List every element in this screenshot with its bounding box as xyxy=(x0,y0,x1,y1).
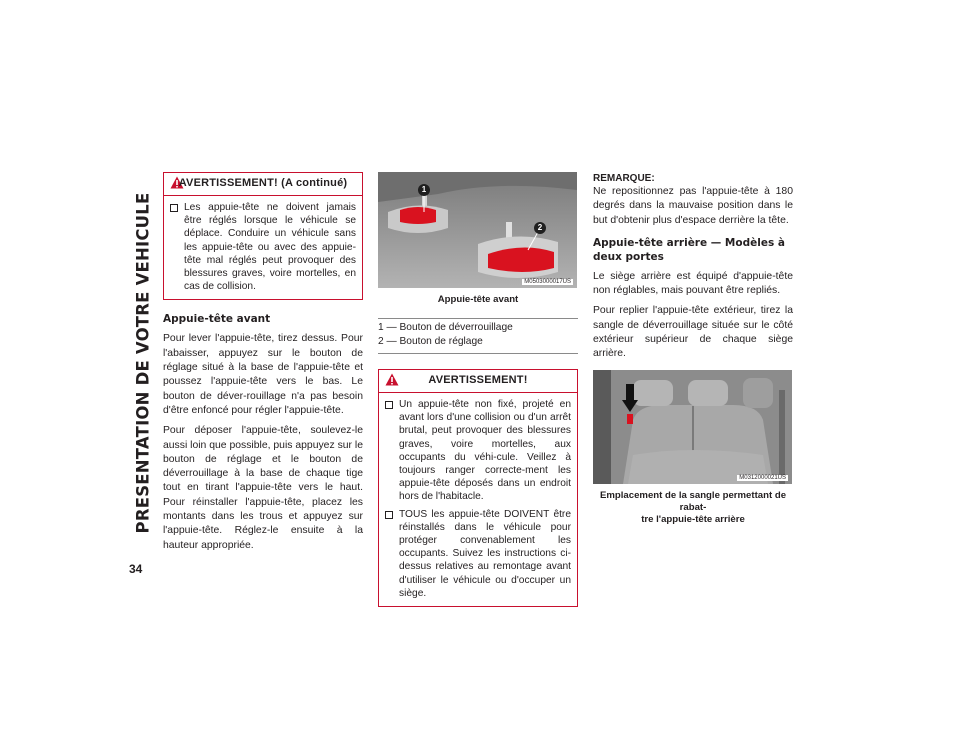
checkbox-bullet-icon xyxy=(170,204,178,212)
warning-list xyxy=(379,393,577,606)
caption-line-1: Emplacement de la sangle permettant de rabat- xyxy=(599,489,787,513)
warning-item: Un appuie-tête non fixé, projeté en avant lors d'une collision ou d'un arrêt brutal, peut provoquer des blessures graves, voire mortelles, aux occupants du véhi-cule. Veillez à toujours ranger correcte-ment les appuie-tête déposés dans un endroit hors de l'habitacle. xyxy=(385,398,571,504)
note-label: REMARQUE: xyxy=(593,173,655,184)
note-text: Ne repositionnez pas l'appuie-tête à 180 degrés dans la mauvaise position dans le but d'obtenir plus d'espace derrière la tête. xyxy=(593,186,793,226)
callout-1: 1 xyxy=(418,184,430,196)
column-2 xyxy=(378,172,578,607)
paragraph: Pour lever l'appuie-tête, tirez dessus. Pour l'abaisser, appuyez sur le bouton de réglage situé à la base de l'appuie-tête et poussez l'appuie-tête vers le bas. Le bouton de déver-rouillage n'a pas besoin d'être enfoncé pour régler l'appuie-tête. xyxy=(163,333,363,416)
warning-box-continued xyxy=(163,172,363,300)
warning-header xyxy=(379,369,577,393)
front-headrest-illustration xyxy=(378,172,577,288)
warning-title: AVERTISSEMENT! xyxy=(428,374,528,386)
rear-seat-illustration xyxy=(593,370,792,484)
page-number: 34 xyxy=(129,562,143,576)
warning-box xyxy=(378,369,578,607)
heading-front-headrest: Appuie-tête avant xyxy=(163,313,271,326)
paragraph: Pour déposer l'appuie-tête, soulevez-le aussi loin que possible, puis appuyez sur le bouton de réglage et le bouton de déverrouillage à la base de chaque tige tout en tirant l'appuie-tête vers le haut. Pour réinstaller l'appuie-tête, placez les montants dans les trous et appuyez sur l'appuie-tête. Réglez-le ensuite à la hauteur appropriée. xyxy=(163,425,363,551)
divider xyxy=(378,318,578,319)
warning-title: AVERTISSEMENT! (A continué) xyxy=(178,177,348,189)
warning-list xyxy=(164,196,362,299)
warning-item: Les appuie-tête ne doivent jamais être réglés lorsque le véhicule se déplace. Conduire un véhicule sans les appuie-tête ou avec des appuie-tête mal réglés peut provoquer des blessures graves, voire mortelles, en cas de collision. xyxy=(170,201,356,293)
figure-caption xyxy=(593,490,793,526)
checkbox-bullet-icon xyxy=(385,401,393,409)
heading-rear-headrest: Appuie-tête arrière — Modèles à deux portes xyxy=(593,236,785,263)
section-sidebar xyxy=(126,168,160,558)
column-3 xyxy=(593,172,793,526)
section-title: PRESENTATION DE VOTRE VEHICULE xyxy=(133,192,153,534)
caption-line-2: tre l'appuie-tête arrière xyxy=(641,513,745,525)
paragraph: Pour replier l'appuie-tête extérieur, tirez la sangle de déverrouillage située sur le côté extérieur supérieur de chaque siège arrière. xyxy=(593,305,793,360)
figure-reference: M0503000017US xyxy=(524,279,571,285)
rear-headrest-figure xyxy=(593,370,792,484)
legend-item-2: 2 — Bouton de réglage xyxy=(378,336,483,347)
divider xyxy=(378,353,578,354)
warning-header xyxy=(164,172,362,196)
column-1 xyxy=(163,172,363,553)
front-headrest-figure xyxy=(378,172,577,288)
callout-2: 2 xyxy=(534,222,546,234)
warning-item: TOUS les appuie-tête DOIVENT être réinstallés dans le véhicule pour protéger convenablement les occupants. Suivez les instructions ci-dessus relatives au remontage avant d'utiliser le véhicule ou d'occuper un siège. xyxy=(385,508,571,600)
checkbox-bullet-icon xyxy=(385,511,393,519)
figure-caption: Appuie-tête avant xyxy=(437,294,519,305)
figure-reference: M0312000021US xyxy=(739,474,786,481)
paragraph: Le siège arrière est équipé d'appuie-tête non réglables, mais pouvant être repliés. xyxy=(593,270,793,297)
legend-item-1: 1 — Bouton de déverrouillage xyxy=(378,322,513,333)
